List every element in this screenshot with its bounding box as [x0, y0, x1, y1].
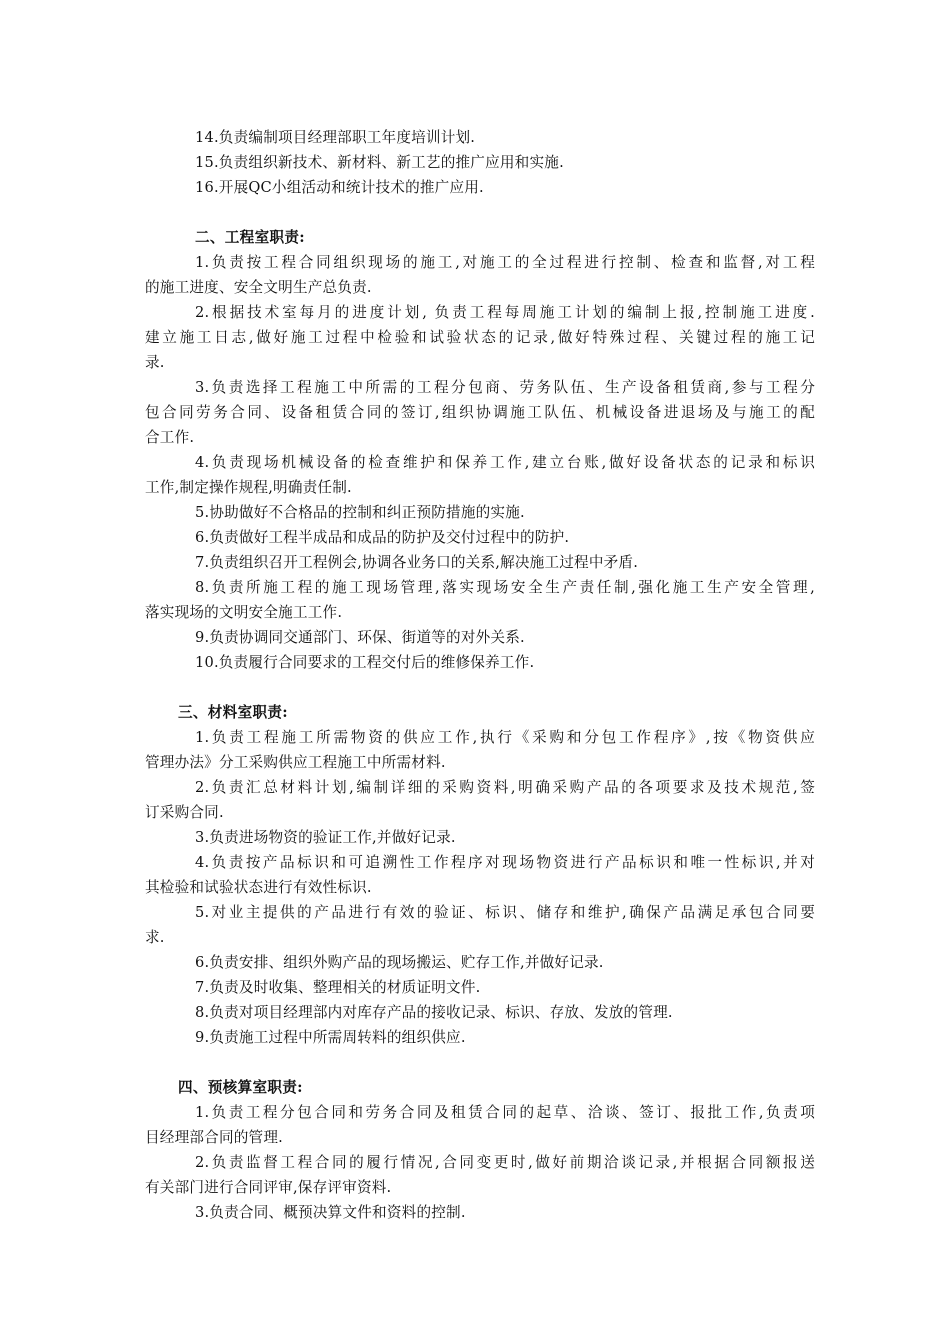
- paragraph-line: 8.负责所施工程的施工现场管理,落实现场安全生产责任制,强化施工生产安全管理,: [195, 579, 815, 596]
- paragraph-line: 其检验和试验状态进行有效性标识.: [145, 879, 372, 896]
- paragraph-line: 1.负责工程施工所需物资的供应工作,执行《采购和分包工作程序》,按《物资供应: [195, 729, 815, 746]
- paragraph-line: 4.负责按产品标识和可追溯性工作程序对现场物资进行产品标识和唯一性标识,并对: [195, 854, 815, 871]
- paragraph-line: 9.负责施工过程中所需周转料的组织供应.: [195, 1029, 466, 1046]
- paragraph-line: 9.负责协调同交通部门、环保、街道等的对外关系.: [195, 629, 525, 646]
- paragraph-line: 目经理部合同的管理.: [145, 1129, 283, 1146]
- paragraph-line: 订采购合同.: [145, 804, 224, 821]
- paragraph-line: 2.负责汇总材料计划,编制详细的采购资料,明确采购产品的各项要求及技术规范,签: [195, 779, 815, 796]
- paragraph-line: 15.负责组织新技术、新材料、新工艺的推广应用和实施.: [195, 154, 564, 171]
- paragraph-line: 建立施工日志,做好施工过程中检验和试验状态的记录,做好特殊过程、关键过程的施工记: [145, 329, 815, 346]
- paragraph-line: 录.: [145, 354, 165, 371]
- paragraph-line: 10.负责履行合同要求的工程交付后的维修保养工作.: [195, 654, 535, 671]
- paragraph-line: 7.负责及时收集、整理相关的材质证明文件.: [195, 979, 481, 996]
- paragraph-line: 工作,制定操作规程,明确责任制.: [145, 479, 352, 496]
- paragraph-line: 16.开展QC小组活动和统计技术的推广应用.: [195, 179, 484, 196]
- paragraph-line: 包合同劳务合同、设备租赁合同的签订,组织协调施工队伍、机械设备进退场及与施工的配: [145, 404, 815, 421]
- section-heading-materials: 三、材料室职责:: [178, 704, 288, 721]
- paragraph-line: 1.负责工程分包合同和劳务合同及租赁合同的起草、洽谈、签订、报批工作,负责项: [195, 1104, 815, 1121]
- paragraph-line: 7.负责组织召开工程例会,协调各业务口的关系,解决施工过程中矛盾.: [195, 554, 639, 571]
- paragraph-line: 有关部门进行合同评审,保存评审资料.: [145, 1179, 392, 1196]
- paragraph-line: 3.负责合同、概预决算文件和资料的控制.: [195, 1204, 466, 1221]
- paragraph-line: 1.负责按工程合同组织现场的施工,对施工的全过程进行控制、检查和监督,对工程: [195, 254, 815, 271]
- paragraph-line: 14.负责编制项目经理部职工年度培训计划.: [195, 129, 476, 146]
- paragraph-line: 2.负责监督工程合同的履行情况,合同变更时,做好前期洽谈记录,并根据合同额报送: [195, 1154, 815, 1171]
- section-heading-budgeting: 四、预核算室职责:: [178, 1079, 303, 1096]
- paragraph-line: 5.协助做好不合格品的控制和纠正预防措施的实施.: [195, 504, 525, 521]
- paragraph-line: 8.负责对项目经理部内对库存产品的接收记录、标识、存放、发放的管理.: [195, 1004, 673, 1021]
- paragraph-line: 6.负责安排、组织外购产品的现场搬运、贮存工作,并做好记录.: [195, 954, 604, 971]
- paragraph-line: 管理办法》分工采购供应工程施工中所需材料.: [145, 754, 446, 771]
- paragraph-line: 2.根据技术室每月的进度计划, 负责工程每周施工计划的编制上报,控制施工进度.: [195, 304, 815, 321]
- paragraph-line: 求.: [145, 929, 165, 946]
- section-heading-engineering: 二、工程室职责:: [195, 229, 305, 246]
- paragraph-line: 4.负责现场机械设备的检查维护和保养工作,建立台账,做好设备状态的记录和标识: [195, 454, 815, 471]
- paragraph-line: 5.对业主提供的产品进行有效的验证、标识、储存和维护,确保产品满足承包合同要: [195, 904, 815, 921]
- paragraph-line: 落实现场的文明安全施工工作.: [145, 604, 343, 621]
- paragraph-line: 3.负责进场物资的验证工作,并做好记录.: [195, 829, 456, 846]
- paragraph-line: 6.负责做好工程半成品和成品的防护及交付过程中的防护.: [195, 529, 570, 546]
- paragraph-line: 合工作.: [145, 429, 195, 446]
- paragraph-line: 的施工进度、安全文明生产总负责.: [145, 279, 372, 296]
- paragraph-line: 3.负责选择工程施工中所需的工程分包商、劳务队伍、生产设备租赁商,参与工程分: [195, 379, 815, 396]
